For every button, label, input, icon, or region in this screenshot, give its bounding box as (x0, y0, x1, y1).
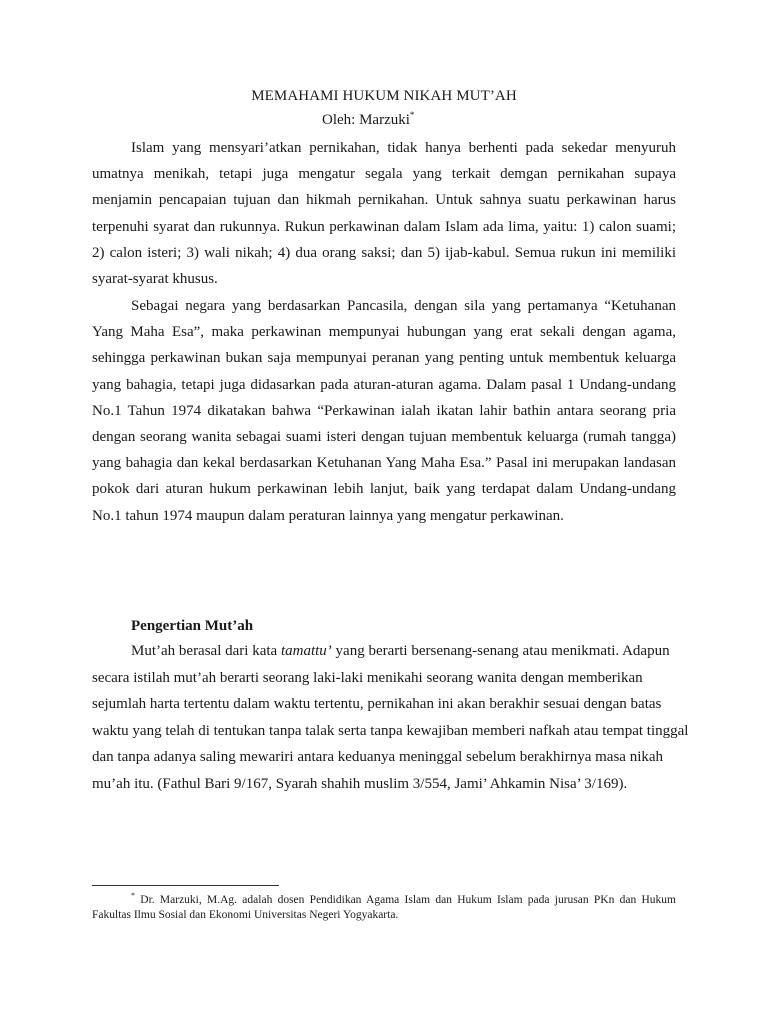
paragraph-1: Islam yang mensyari’atkan pernikahan, tidak hanya berhenti pada sekedar menyuruh umatnya menikah, tetapi juga mengatur segala yang terkait demgan pernikahan supaya menjamin pencapaian tujuan dan hikmah pernikahan. Untuk sahnya suatu perkawinan harus terpenuhi syarat dan rukunnya. Rukun perkawinan dalam Islam ada lima, yaitu: 1) calon suami; 2) calon isteri; 3) wali nikah; 4) dua orang saksi; dan 5) ijab-kabul. Semua rukun ini memiliki syarat-syarat khusus. (92, 140, 676, 288)
footnote (92, 893, 676, 922)
document-title: MEMAHAMI HUKUM NIKAH MUT’AH (251, 88, 517, 104)
footnote-marker: * (409, 110, 415, 120)
section-heading: Pengertian Mut’ah (131, 618, 254, 634)
paragraph-3-text-end: yang berarti bersenang-senang atau menikmati. Adapun secara istilah mut’ah berarti seorang laki-laki menikahi seorang wanita dengan memberikan sejumlah harta tertentu dalam waktu tertentu, pernikahan ini akan berakhir sesuai dengan batas waktu yang telah di tentukan tanpa talak serta tanpa kewajiban memberi nafkah atau tempat tinggal dan tanpa adanya saling mewariri antara keduanya meninggal sebelum berakhirnya masa nikah mu’ah itu. (Fathul Bari 9/167, Syarah shahih muslim 3/554, Jami’ Ahkamin Nisa’ 3/169). (92, 643, 689, 792)
paragraph-3 (92, 638, 692, 797)
footnote-marker-ref: * (131, 891, 135, 901)
footnote-divider (92, 885, 279, 886)
paragraph-3-text-start: Mut’ah berasal dari kata (131, 643, 281, 659)
italic-term: tamattu’ (280, 643, 332, 659)
author-text: Oleh: Marzuki (322, 112, 410, 128)
paragraph-2: Sebagai negara yang berdasarkan Pancasila, dengan sila yang pertamanya “Ketuhanan Yang Maha Esa”, maka perkawinan mempunyai hubungan yang erat sekali dengan agama, sehingga perkawinan bukan saja mempunyai peranan yang penting untuk membentuk keluarga yang bahagia, tetapi juga didasarkan pada aturan-aturan agama. Dalam pasal 1 Undang-undang No.1 Tahun 1974 dikatakan bahwa “Perkawinan ialah ikatan lahir bathin antara seorang pria dengan seorang wanita sebagai suami isteri dengan tujuan membentuk keluarga (rumah tangga) yang bahagia dan kekal berdasarkan Ketuhanan Yang Maha Esa.” Pasal ini merupakan landasan pokok dari aturan hukum perkawinan lebih lanjut, baik yang terdapat dalam Undang-undang No.1 tahun 1974 maupun dalam peraturan lainnya yang mengatur perkawinan. (92, 298, 676, 524)
author-line (322, 112, 414, 129)
footnote-text: Dr. Marzuki, M.Ag. adalah dosen Pendidikan Agama Islam dan Hukum Islam pada jurusan PKn dan Hukum Fakultas Ilmu Sosial dan Ekonomi Universitas Negeri Yogyakarta. (92, 894, 676, 921)
